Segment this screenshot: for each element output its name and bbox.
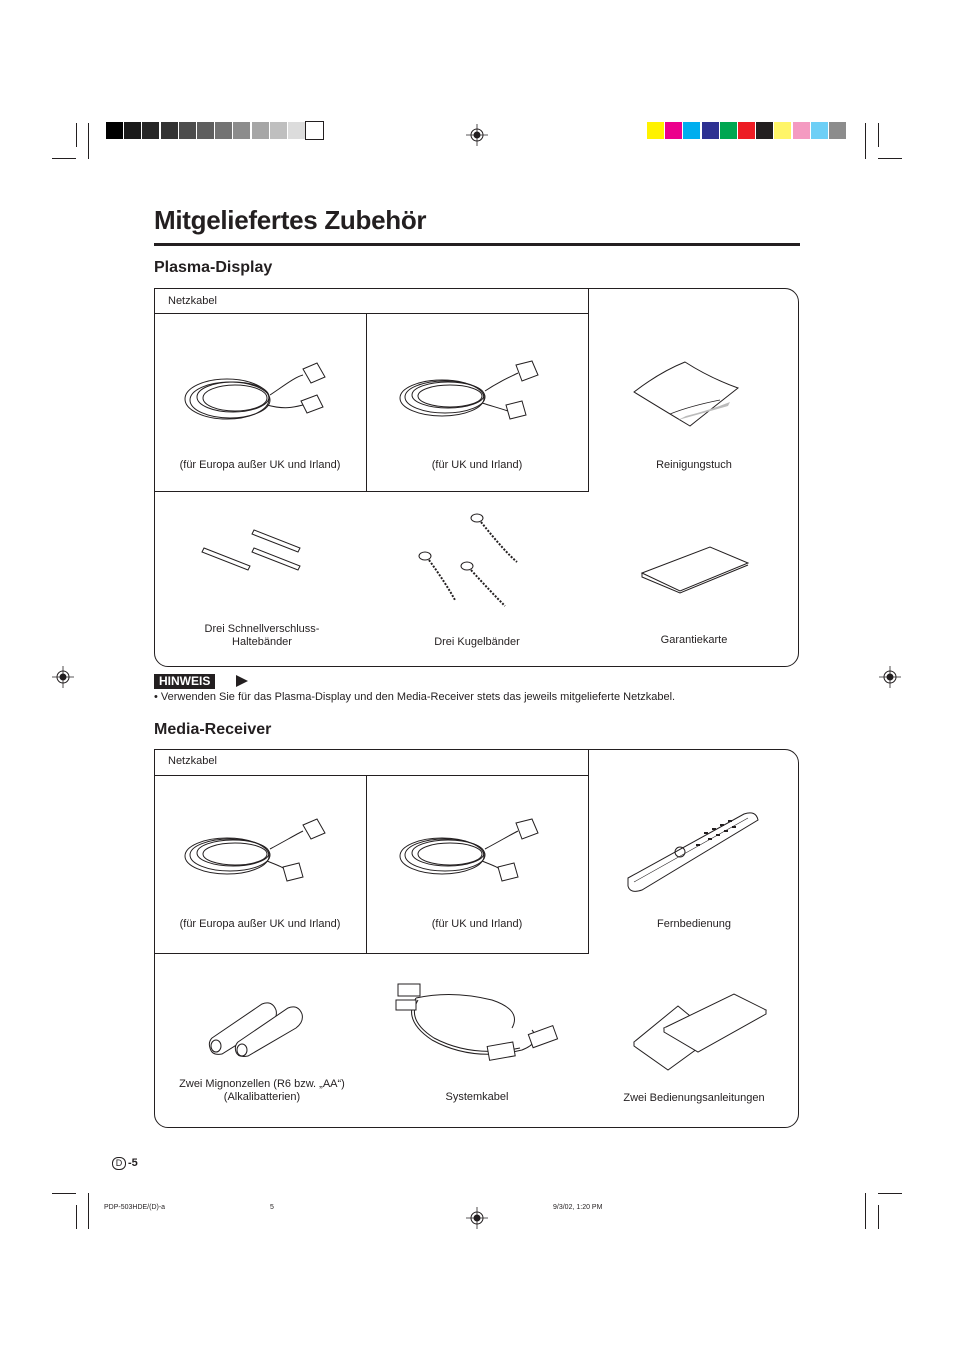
color-swatch — [215, 122, 232, 139]
color-swatch — [233, 122, 250, 139]
caption-cable-uk: (für UK und Irland) — [431, 459, 523, 471]
crop-mark — [52, 158, 76, 159]
crop-mark — [878, 1205, 879, 1229]
netzkabel-label: Netzkabel — [168, 755, 217, 767]
page-title: Mitgeliefertes Zubehör — [154, 205, 427, 235]
section-heading-plasma: Plasma-Display — [154, 259, 273, 276]
caption-cable-uk: (für UK und Irland) — [431, 918, 523, 930]
color-swatch — [829, 122, 846, 139]
media-accessory-panel — [154, 749, 799, 1128]
color-swatch — [124, 122, 141, 139]
caption-remote: Fernbedienung — [656, 918, 731, 930]
warranty-card-icon — [640, 545, 752, 593]
divider — [154, 491, 588, 492]
language-badge: D — [112, 1157, 126, 1170]
batteries-icon — [208, 998, 308, 1056]
uk-power-cable-icon — [400, 355, 550, 425]
color-swatch — [252, 122, 269, 139]
color-swatch — [161, 122, 178, 139]
caption-manuals: Zwei Bedienungsanleitungen — [623, 1092, 765, 1104]
color-swatch — [793, 122, 810, 139]
color-swatch — [811, 122, 828, 139]
registration-mark-icon — [466, 124, 488, 146]
crop-mark — [865, 1193, 866, 1229]
footer-page: 5 — [270, 1204, 274, 1211]
color-swatch — [774, 122, 791, 139]
caption-batteries: Zwei Mignonzellen (R6 bzw. „AA“) (Alkalibatterien) — [179, 1078, 345, 1103]
crop-mark — [878, 123, 879, 147]
title-rule — [154, 243, 800, 246]
arrow-right-icon — [236, 675, 248, 687]
divider — [154, 313, 588, 314]
color-swatch — [142, 122, 159, 139]
color-swatch — [197, 122, 214, 139]
color-swatch — [665, 122, 682, 139]
registration-mark-icon — [879, 666, 901, 688]
caption-cable-eu: (für Europa außer UK und Irland) — [179, 918, 341, 930]
crop-mark — [865, 123, 866, 159]
crop-mark — [878, 1193, 902, 1194]
color-swatch — [270, 122, 287, 139]
caption-card: Garantiekarte — [660, 634, 728, 646]
crop-mark — [52, 1193, 76, 1194]
color-swatch — [306, 122, 323, 139]
color-swatch — [647, 122, 664, 139]
hinweis-label: HINWEIS — [154, 674, 215, 689]
eu-power-cable-icon — [185, 355, 345, 425]
crop-mark — [88, 1193, 89, 1229]
color-swatch — [683, 122, 700, 139]
netzkabel-label: Netzkabel — [168, 295, 217, 307]
registration-mark-icon — [466, 1207, 488, 1229]
footer-file: PDP-503HDE/(D)-a — [104, 1204, 166, 1211]
crop-mark — [76, 1205, 77, 1229]
system-cable-icon — [392, 980, 564, 1064]
registration-mark-icon — [52, 666, 74, 688]
caption-cable-eu: (für Europa außer UK und Irland) — [179, 459, 341, 471]
divider — [154, 953, 588, 954]
caption-cloth: Reinigungstuch — [656, 459, 732, 471]
color-swatch — [756, 122, 773, 139]
uk-power-cable-icon — [400, 815, 550, 887]
instruction-manuals-icon — [632, 992, 768, 1068]
color-swatch — [738, 122, 755, 139]
cleaning-cloth-icon — [630, 358, 742, 430]
caption-bands: Drei Schnellverschluss- Haltebänder — [204, 623, 320, 648]
footer-date: 9/3/02, 1:20 PM — [553, 1204, 603, 1211]
ball-bands-icon — [415, 512, 525, 612]
page-number-value: -5 — [128, 1157, 138, 1169]
crop-mark — [88, 123, 89, 159]
caption-ballbands: Drei Kugelbänder — [434, 636, 520, 648]
remote-control-icon — [624, 808, 762, 896]
color-swatch — [106, 122, 123, 139]
hinweis-text: • Verwenden Sie für das Plasma-Display und den Media-Receiver stets das jeweils mitgelieferte Netzkabel. — [154, 691, 676, 703]
eu-power-cable-icon — [185, 815, 345, 887]
page-number — [112, 1157, 138, 1170]
color-swatch — [702, 122, 719, 139]
color-swatch — [179, 122, 196, 139]
crop-mark — [76, 123, 77, 147]
divider — [154, 775, 588, 776]
color-swatch — [288, 122, 305, 139]
section-heading-media: Media-Receiver — [154, 721, 272, 738]
crop-mark — [878, 158, 902, 159]
quick-clamp-bands-icon — [202, 528, 302, 576]
caption-system-cable: Systemkabel — [445, 1091, 509, 1103]
color-swatch — [720, 122, 737, 139]
